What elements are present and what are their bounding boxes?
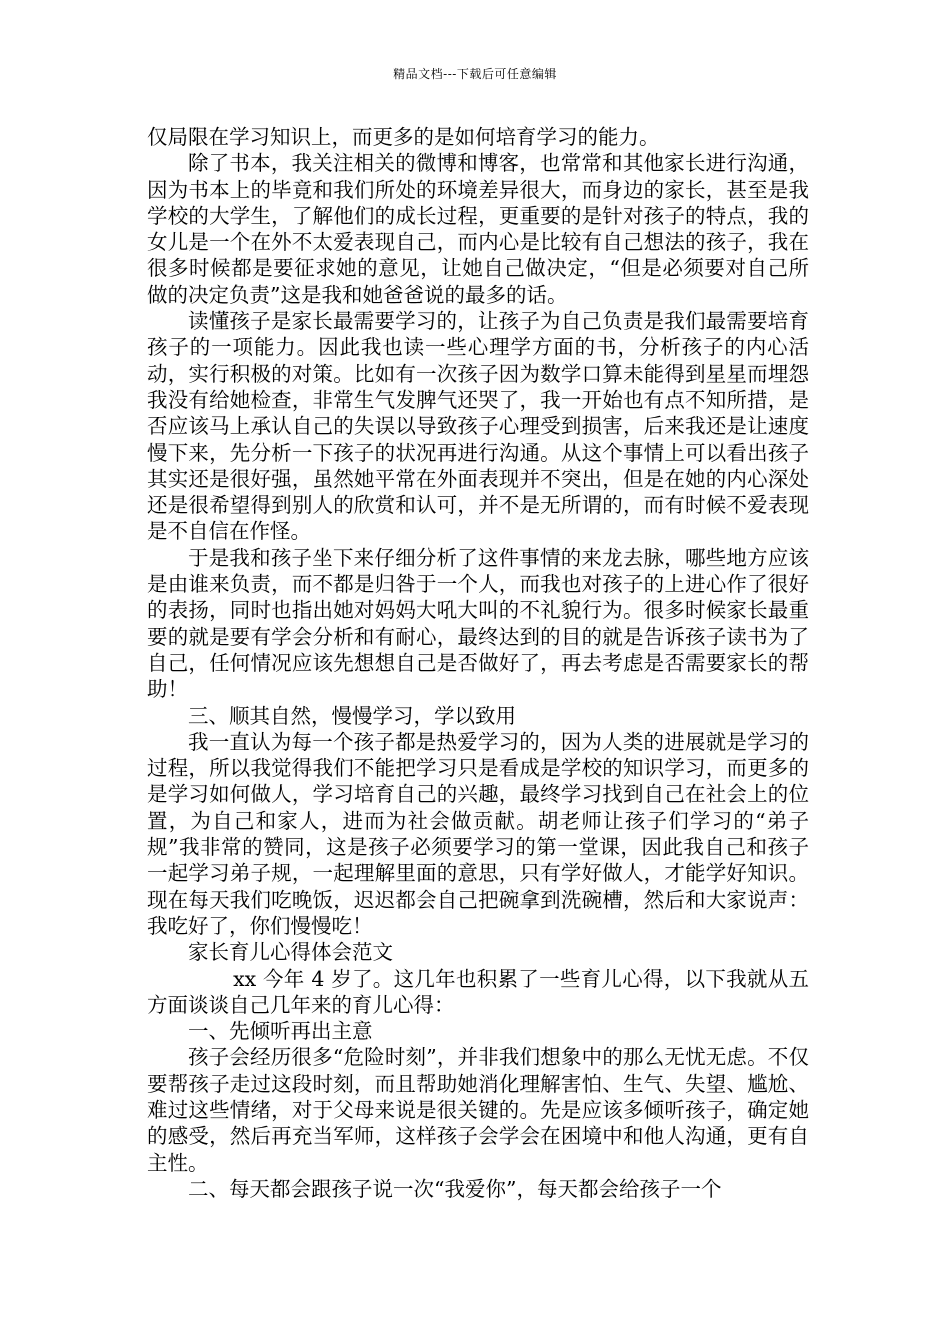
paragraph-body: 我一直认为每一个孩子都是热爱学习的，因为人类的进展就是学习的过程，所以我觉得我们不能把学习只是看成是学校的知识学习，而更多的是学习如何做人，学习培育自己的兴趣，最终学习找到自己在社会上的位置，为自己和家人，进而为社会做贡献。胡老师让孩子们学习的“弟子规”我非常的赞同，这是孩子必须要学习的第一堂课，因此我自己和孩子一起学习弟子规，一起理解里面的意思，只有学好做人，才能学好知识。现在每天我们吃晚饭，迟迟都会自己把碗拿到洗碗槽，然后和大家说声：我吃好了，你们慢慢吃！ xyxy=(147,729,809,938)
page-header: 精品文档---下载后可任意编辑 xyxy=(393,67,557,81)
section-heading: 一、先倾听再出主意 xyxy=(188,1019,373,1044)
paragraph-body: 于是我和孩子坐下来仔细分析了这件事情的来龙去脉，哪些地方应该是由谁来负责，而不都是归咎于一个人，而我也对孩子的上进心作了很好的表扬，同时也指出她对妈妈大吼大叫的不礼貌行为。很多时候家长最重要的就是要有学会分析和有耐心，最终达到的目的就是告诉孩子读书为了自己，任何情况应该先想想自己是否做好了，再去考虑是否需要家长的帮助！ xyxy=(147,545,809,702)
article-title: 家长育儿心得体会范文 xyxy=(188,940,393,965)
paragraph-continuation: 仅局限在学习知识上，而更多的是如何培育学习的能力。 xyxy=(147,125,660,149)
section-heading: 二、每天都会跟孩子说一次“我爱你”，每天都会给孩子一个 xyxy=(188,1176,722,1201)
paragraph-body: 除了书本，我关注相关的微博和博客，也常常和其他家长进行沟通，因为书本上的毕竟和我们所处的环境差异很大，而身边的家长，甚至是我学校的大学生，了解他们的成长过程，更重要的是针对孩子的特点，我的女儿是一个在外不太爱表现自己，而内心是比较有自己想法的孩子，我在很多时候都是要征求她的意见，让她自己做决定，“但是必须要对自己所做的决定负责”这是我和她爸爸说的最多的话。 xyxy=(147,151,809,307)
paragraph-body: xx 今年 4 岁了。这几年也积累了一些育儿心得，以下我就从五方面谈谈自己几年来的育儿心得： xyxy=(147,966,809,1017)
paragraph-body: 读懂孩子是家长最需要学习的，让孩子为自己负责是我们最需要培育孩子的一项能力。因此我也读一些心理学方面的书，分析孩子的内心活动，实行积极的对策。比如有一次孩子因为数学口算未能得到星星而埋怨我没有给她检查，非常生气发脾气还哭了，我一开始也有点不知所措，是否应该马上承认自己的失误以导致孩子心理受到损害，后来我还是让速度慢下来，先分析一下孩子的状况再进行沟通。从这个事情上可以看出孩子其实还是很好强，虽然她平常在外面表现并不突出，但是在她的内心深处还是很希望得到别人的欣赏和认可，并不是无所谓的，而有时候不爱表现是不自信在作怪。 xyxy=(147,309,809,544)
document-body xyxy=(147,124,809,1202)
section-heading: 三、顺其自然，慢慢学习，学以致用 xyxy=(188,703,516,728)
paragraph-body: 孩子会经历很多“危险时刻”，并非我们想象中的那么无忧无虑。不仅要帮孩子走过这段时刻，而且帮助她消化理解害怕、生气、失望、尴尬、难过这些情绪，对于父母来说是很关键的。先是应该多倾听孩子，确定她的感受，然后再充当军师，这样孩子会学会在困境中和他人沟通，更有自主性。 xyxy=(147,1045,809,1175)
